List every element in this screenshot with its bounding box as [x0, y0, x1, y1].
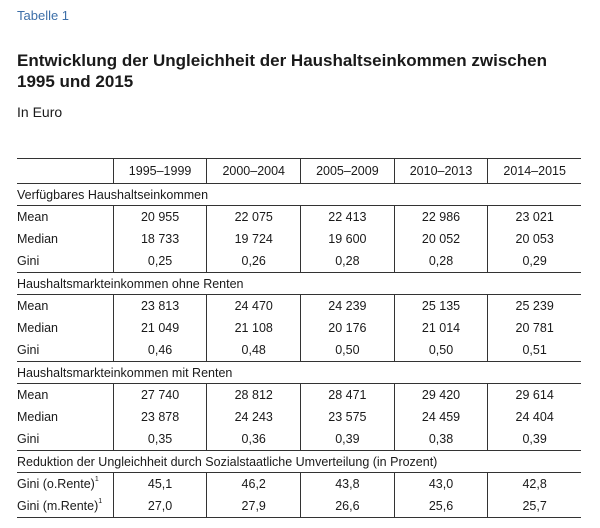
section-heading-row: [17, 362, 581, 384]
table-cell: 19 724: [207, 228, 301, 250]
row-label-text: Median: [17, 321, 58, 335]
table-cell: 42,8: [488, 473, 581, 496]
table-cell: 27 740: [113, 384, 207, 407]
row-label: [17, 495, 113, 518]
table-cell: 24 459: [394, 406, 488, 428]
row-label-text: Mean: [17, 210, 49, 224]
table-body: [17, 184, 581, 518]
table-row: [17, 206, 581, 229]
column-header: 1995–1999: [113, 159, 207, 184]
income-table: [17, 158, 581, 518]
table-cell: 21 049: [113, 317, 207, 339]
table-row: [17, 228, 581, 250]
section-heading: Haushaltsmarkteinkommen mit Renten: [17, 362, 581, 384]
table-row: [17, 250, 581, 273]
table-cell: 22 075: [207, 206, 301, 229]
row-label-text: Median: [17, 410, 58, 424]
footnote-marker: 1: [94, 476, 99, 483]
table-cell: 28 812: [207, 384, 301, 407]
table-cell: 22 986: [394, 206, 488, 229]
table-cell: 20 955: [113, 206, 207, 229]
table-cell: 43,8: [301, 473, 395, 496]
table-cell: 21 014: [394, 317, 488, 339]
table-cell: 0,39: [488, 428, 581, 451]
table-row: [17, 428, 581, 451]
column-header: 2014–2015: [488, 159, 581, 184]
table-cell: 18 733: [113, 228, 207, 250]
table-row: [17, 495, 581, 518]
table-cell: 25 135: [394, 295, 488, 318]
table-cell: 0,51: [488, 339, 581, 362]
table-cell: 45,1: [113, 473, 207, 496]
table-row: [17, 317, 581, 339]
row-label-text: Gini (o.Rente): [17, 477, 95, 491]
table-cell: 20 052: [394, 228, 488, 250]
table-cell: 0,48: [207, 339, 301, 362]
header-corner: [17, 159, 113, 184]
section-heading: Reduktion der Ungleichheit durch Sozialstaatliche Umverteilung (in Prozent): [17, 451, 581, 473]
row-label: [17, 206, 113, 229]
table-row: [17, 295, 581, 318]
page-subtitle: In Euro: [17, 104, 63, 120]
table-cell: 0,46: [113, 339, 207, 362]
row-label: [17, 428, 113, 451]
table-cell: 20 781: [488, 317, 581, 339]
table-cell: 24 404: [488, 406, 581, 428]
footnote-marker: 1: [98, 498, 103, 505]
row-label-text: Gini: [17, 432, 40, 446]
row-label: [17, 473, 113, 496]
table-cell: 0,28: [301, 250, 395, 273]
table-cell: 0,39: [301, 428, 395, 451]
row-label-text: Gini (m.Rente): [17, 499, 99, 513]
table-cell: 27,0: [113, 495, 207, 518]
row-label: [17, 317, 113, 339]
table-cell: 23 575: [301, 406, 395, 428]
table-cell: 0,26: [207, 250, 301, 273]
table-cell: 21 108: [207, 317, 301, 339]
table-cell: 24 239: [301, 295, 395, 318]
table-cell: 19 600: [301, 228, 395, 250]
table-cell: 0,50: [394, 339, 488, 362]
table-cell: 29 420: [394, 384, 488, 407]
table-cell: 20 053: [488, 228, 581, 250]
table-row: [17, 473, 581, 496]
table-cell: 20 176: [301, 317, 395, 339]
table-cell: 29 614: [488, 384, 581, 407]
table-cell: 0,28: [394, 250, 488, 273]
table-cell: 26,6: [301, 495, 395, 518]
row-label: [17, 228, 113, 250]
table-cell: 23 878: [113, 406, 207, 428]
row-label: [17, 295, 113, 318]
table-cell: 43,0: [394, 473, 488, 496]
table-cell: 0,38: [394, 428, 488, 451]
table-cell: 25,7: [488, 495, 581, 518]
table-cell: 46,2: [207, 473, 301, 496]
table-row: [17, 384, 581, 407]
row-label-text: Gini: [17, 343, 40, 357]
section-heading: Haushaltsmarkteinkommen ohne Renten: [17, 273, 581, 295]
row-label: [17, 250, 113, 273]
table-label: Tabelle 1: [17, 8, 70, 23]
table-cell: 23 813: [113, 295, 207, 318]
row-label: [17, 339, 113, 362]
table-cell: 0,35: [113, 428, 207, 451]
table-cell: 0,29: [488, 250, 581, 273]
row-label-text: Median: [17, 232, 58, 246]
column-header: 2005–2009: [301, 159, 395, 184]
row-label-text: Mean: [17, 388, 49, 402]
table-cell: 0,36: [207, 428, 301, 451]
table-cell: 23 021: [488, 206, 581, 229]
column-header: 2000–2004: [207, 159, 301, 184]
section-heading-row: [17, 273, 581, 295]
table-cell: 25 239: [488, 295, 581, 318]
section-heading: Verfügbares Haushaltseinkommen: [17, 184, 581, 206]
table-cell: 24 470: [207, 295, 301, 318]
header-row: [17, 159, 581, 184]
table-cell: 22 413: [301, 206, 395, 229]
page-title: Entwicklung der Ungleichheit der Haushaltseinkommen zwischen 1995 und 2015: [17, 51, 547, 91]
table-cell: 28 471: [301, 384, 395, 407]
table-row: [17, 406, 581, 428]
section-heading-row: [17, 451, 581, 473]
row-label: [17, 406, 113, 428]
row-label: [17, 384, 113, 407]
table-cell: 25,6: [394, 495, 488, 518]
table-row: [17, 339, 581, 362]
table-cell: 0,50: [301, 339, 395, 362]
table-cell: 0,25: [113, 250, 207, 273]
table-cell: 24 243: [207, 406, 301, 428]
table-cell: 27,9: [207, 495, 301, 518]
row-label-text: Gini: [17, 254, 40, 268]
section-heading-row: [17, 184, 581, 206]
row-label-text: Mean: [17, 299, 49, 313]
column-header: 2010–2013: [394, 159, 488, 184]
